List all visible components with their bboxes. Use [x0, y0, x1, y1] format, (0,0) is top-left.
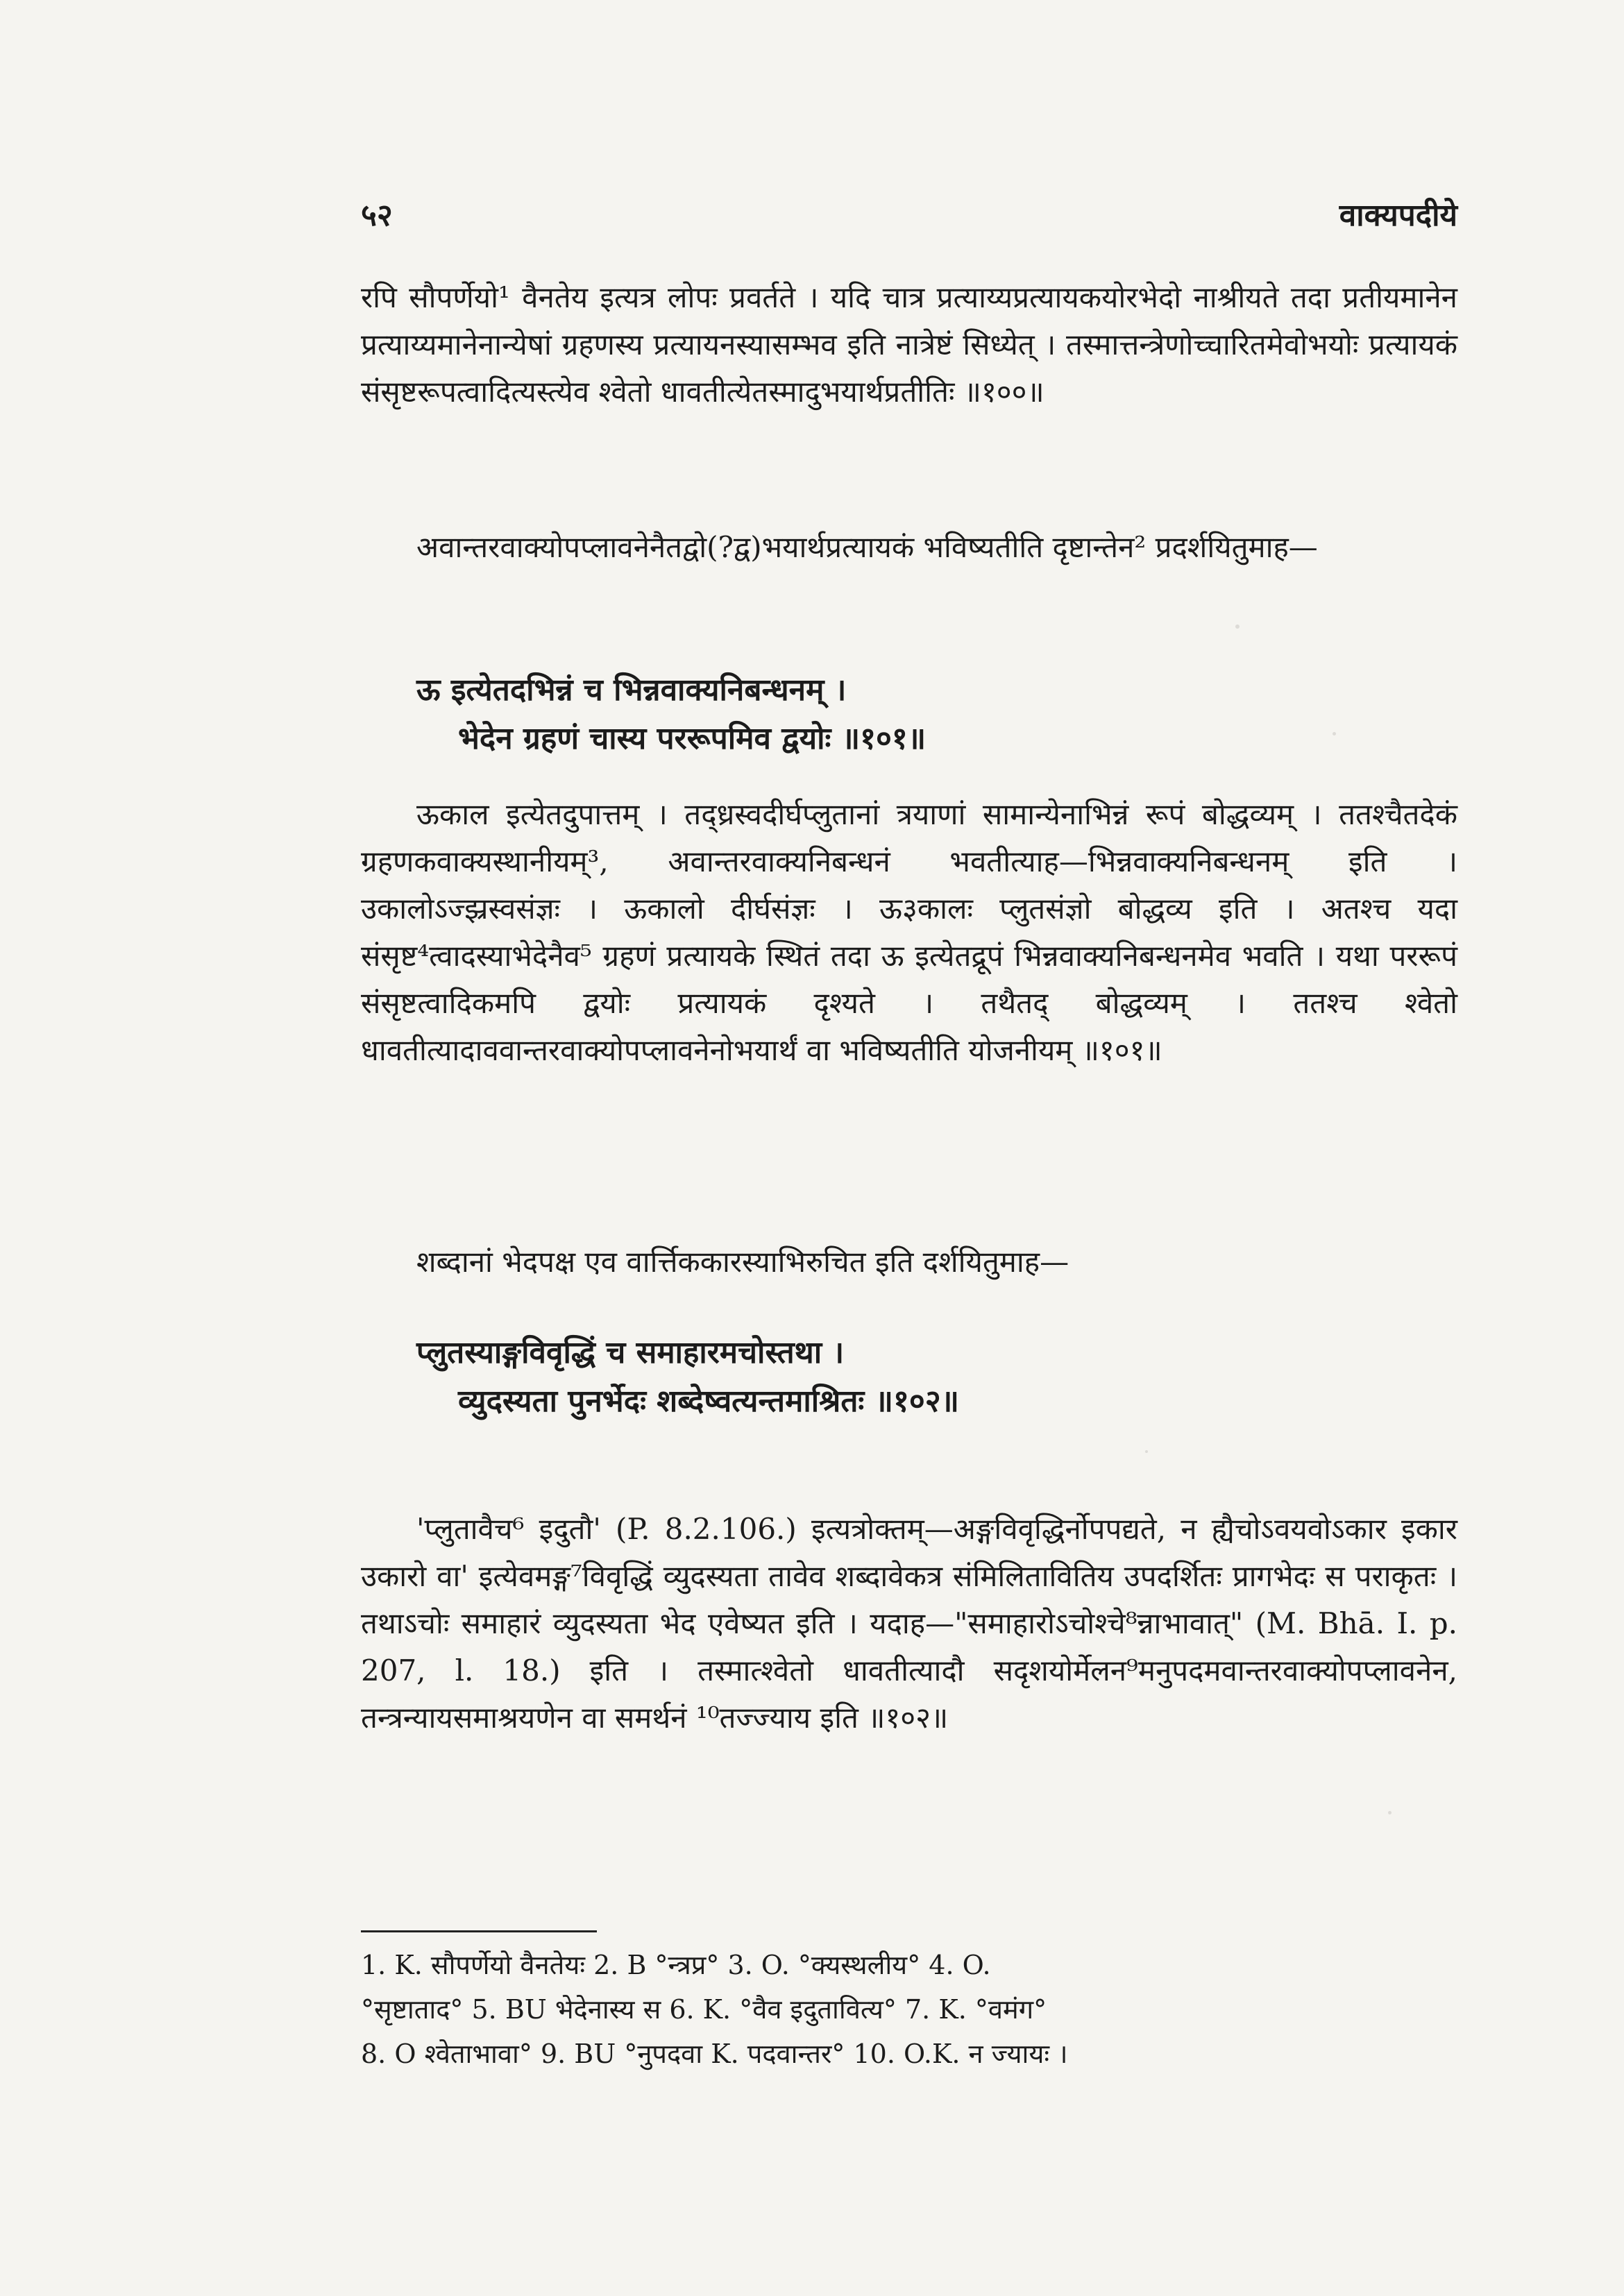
scan-speck	[1235, 624, 1240, 629]
footnote-line: 1. K. सौपर्णेयो वैनतेयः 2. B °न्त्रप्र° 3. O. °क्यस्थलीय° 4. O.	[361, 1950, 991, 1980]
verse-line: भेदेन ग्रहणं चास्य पररूपमिव द्वयोः ॥१०१॥	[458, 721, 927, 756]
paragraph-text: अवान्तरवाक्योपप्लावनेनैतद्वो(?द्व)भयार्थप्रत्यायकं भविष्यतीति दृष्टान्तेन² प्रदर्शयितुमाह—	[416, 530, 1318, 564]
footnotes	[361, 1943, 1457, 2076]
commentary-paragraph-101	[361, 791, 1457, 1074]
scan-speck	[1388, 1811, 1392, 1814]
footnote-divider	[361, 1930, 597, 1932]
page-number: ५२	[361, 198, 393, 233]
footnote-line: °सृष्टाताद° 5. BU भेदेनास्य स 6. K. °वैव इदुतावित्य° 7. K. °वमंग°	[361, 1994, 1047, 2025]
verse-line: ऊ इत्येतदभिन्नं च भिन्नवाक्यनिबन्धनम् ।	[416, 672, 847, 708]
karika-101	[416, 666, 1388, 763]
verse-line: प्लुतस्याङ्गविवृद्धिं च समाहारमचोस्तथा ।	[416, 1335, 845, 1370]
paragraph-text: शब्दानां भेदपक्ष एव वार्त्तिककारस्याभिरुचित इति दर्शयितुमाह—	[416, 1245, 1069, 1279]
footnote-line: 8. O श्वेताभावा° 9. BU °नुपदवा K. पदवान्तर° 10. O.K. न ज्यायः ।	[361, 2039, 1068, 2069]
commentary-paragraph-100	[361, 274, 1457, 416]
introduction-paragraph-102	[361, 1239, 1457, 1286]
karika-102	[416, 1329, 1388, 1426]
scan-speck	[1145, 1450, 1148, 1453]
scan-speck	[1333, 732, 1336, 735]
paragraph-text: 'प्लुतावैच⁶ इदुतौ' (P. 8.2.106.) इत्यत्रोक्तम्—अङ्गविवृद्धिर्नोपपद्यते, न ह्यैचोऽवयवोऽकार इकार उकारो वा' इत्येवमङ्ग⁷विवृद्धिं व्युदस्यता तावेव शब्दावेकत्र संमिलितावितिय उपदर्शितः प्रागभेदः स पराकृतः । तथाऽचोः समाहारं व्युदस्यता भेद एवेष्यत इति । यदाह—"समाहारोऽचोश्चे⁸न्नाभावात्" (M. Bhā. I. p. 207, l. 18.) इति । तस्मात्श्वेतो धावतीत्यादौ सदृशयोर्मेलन⁹मनुपदमवान्तरवाक्योपप्लावनेन, तन्त्रन्यायसमाश्रयणेन वा समर्थनं ¹⁰तज्ज्याय इति ॥१०२॥	[361, 1512, 1457, 1735]
verse-line: व्युदस्यता पुनर्भेदः शब्देष्वत्यन्तमाश्रितः ॥१०२॥	[458, 1384, 959, 1419]
page-header	[361, 193, 1457, 241]
introduction-paragraph-101	[361, 524, 1457, 571]
paragraph-text: ऊकाल इत्येतदुपात्तम् । तद्ध्रस्वदीर्घप्लुतानां त्रयाणां सामान्येनाभिन्नं रूपं बोद्धव्यम् । ततश्चैतदेकं ग्रहणकवाक्यस्थानीयम्³, अवान्तरवाक्यनिबन्धनं भवतीत्याह—भिन्नवाक्यनिबन्धनम् इति । उकालोऽज्झ्रस्वसंज्ञः । ऊकालो दीर्घसंज्ञः । ऊ३कालः प्लुतसंज्ञो बोद्धव्य इति । अतश्च यदा संसृष्ट⁴त्वादस्याभेदेनैव⁵ ग्रहणं प्रत्यायके स्थितं तदा ऊ इत्येतद्रूपं भिन्नवाक्यनिबन्धनमेव भवति । यथा पररूपं संसृष्टत्वादिकमपि द्वयोः प्रत्यायकं दृश्यते । तथैतद् बोद्धव्यम् । ततश्च श्वेतो धावतीत्यादाववान्तरवाक्योपप्लावनेनोभयार्थं वा भविष्यतीति योजनीयम् ॥१०१॥	[361, 797, 1457, 1067]
running-title: वाक्यपदीये	[1339, 198, 1457, 233]
paragraph-text: रपि सौपर्णेयो¹ वैनतेय इत्यत्र लोपः प्रवर्तते । यदि चात्र प्रत्याय्यप्रत्यायकयोरभेदो नाश्रीयते तदा प्रतीयमानेन प्रत्याय्यमानेनान्येषां ग्रहणस्य प्रत्यायनस्यासम्भव इति नात्रेष्टं सिध्येत् । तस्मात्तन्त्रेणोच्चारितमेवोभयोः प्रत्यायकं संसृष्टरूपत्वादित्यस्त्येव श्वेतो धावतीत्येतस्मादुभयार्थप्रतीतिः ॥१००॥	[361, 280, 1457, 409]
commentary-paragraph-102	[361, 1506, 1457, 1742]
